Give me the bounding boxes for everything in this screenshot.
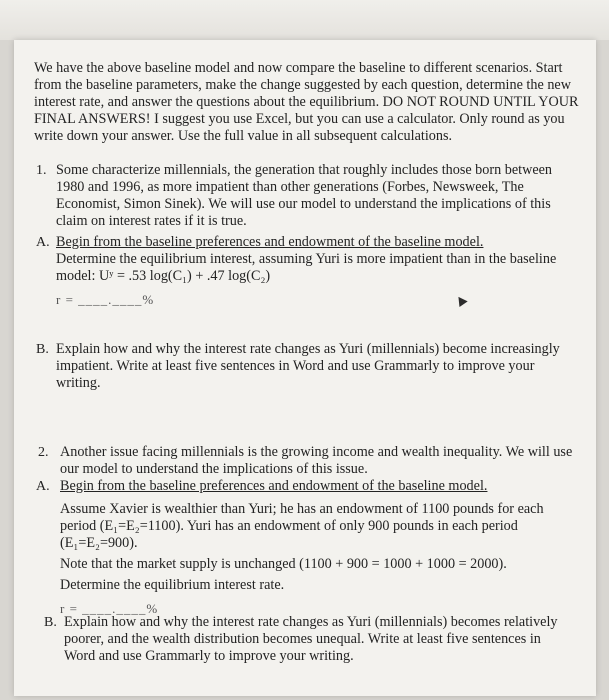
q2a-answer-blank: r = ____.____% (60, 601, 159, 616)
q2a-text2: Note that the market supply is unchanged (1100 + 900 = 1000 + 1000 = 2000). (60, 556, 507, 572)
q2a-label: A. (36, 479, 50, 494)
q2a-text1: Assume Xavier is wealthier than Yuri; he has an endowment of 1100 pounds for each period (E₁=E₂=1100). Yuri has an endowment of only 900 pounds in each period (E₁=E₂=900). (60, 501, 544, 551)
document-page (14, 40, 596, 696)
q2a-heading: Begin from the baseline preferences and endowment of the baseline model. (60, 478, 488, 494)
q2a-text3: Determine the equilibrium interest rate. (60, 577, 285, 593)
q1b-label: B. (36, 342, 49, 357)
q1b-text: Explain how and why the interest rate changes as Yuri (millennials) become increasingly impatient. Write at least five sentences in Word and use Grammarly to improve your writing. (56, 341, 560, 391)
q1a-instruction: Determine the equilibrium interest, assuming Yuri is more impatient than in the baseline model: (56, 251, 557, 284)
q1a-block (56, 234, 576, 308)
q2-text: Another issue facing millennials is the growing income and wealth inequality. We will use our model to understand the implications of this issue. (60, 444, 573, 477)
q1a-formula: Uʸ = .53 log(C₁) + .47 log(C₂) (98, 268, 271, 284)
top-margin (0, 0, 609, 40)
q2b-label: B. (44, 615, 57, 630)
q1a-heading: Begin from the baseline preferences and endowment of the baseline model. (56, 234, 484, 250)
q2-number: 2. (38, 445, 49, 460)
q2a-block (60, 478, 578, 617)
q1a-answer-blank: r = ____.____% (56, 292, 155, 307)
q2b-text: Explain how and why the interest rate changes as Yuri (millennials) becomes relatively poorer, and the wealth distribution becomes unequal. Write at least five sentences in Word and use Grammarly to improve your writing. (64, 614, 558, 664)
q1a-label: A. (36, 235, 50, 250)
q1-text: Some characterize millennials, the generation that roughly includes those born between 1980 and 1996, as more impatient than other generations (Forbes, Newsweek, The Economist, Simon Sinek). We will use our model to understand the implications of this claim on interest rates if it is true. (56, 162, 553, 229)
q1a-text (56, 251, 576, 285)
q1-number: 1. (36, 163, 47, 178)
intro-paragraph: We have the above baseline model and now compare the baseline to different scenarios. Start from the baseline parameters, make the change suggested by each question, determine the new interest rate, and answer the questions about the equilibrium. DO NOT ROUND UNTIL YOUR FINAL ANSWERS! I suggest you use Excel, but you can use a calculator. Only round as you write down your answer. Use the full value in all subsequent calculations. (34, 60, 579, 144)
